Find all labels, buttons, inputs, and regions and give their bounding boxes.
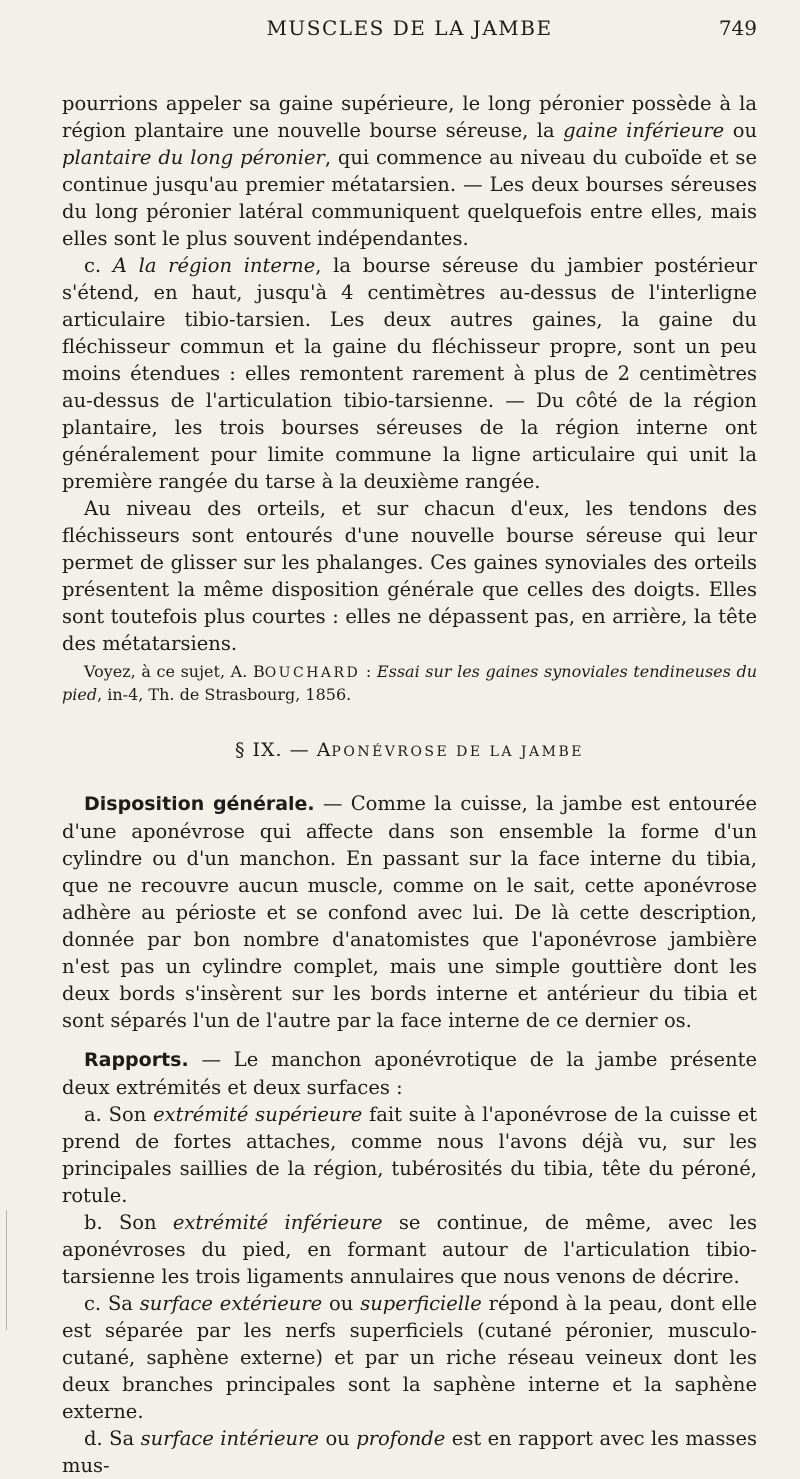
italic-title: Essai sur les gaines synoviales tendineuses du pied	[62, 662, 758, 704]
runin-heading: Rapports.	[84, 1049, 189, 1071]
author-small-caps: OUCHARD	[264, 665, 361, 681]
italic-term: extrémité supérieure	[153, 1103, 363, 1126]
section-heading	[62, 737, 757, 766]
paragraph-disposition	[62, 790, 757, 1034]
italic-term: superficielle	[360, 1292, 482, 1315]
item-d	[62, 1425, 757, 1479]
text-run: ou	[724, 119, 758, 142]
section-initial: A	[316, 739, 332, 761]
text-run: fait suite à l'aponévrose de la cuisse et prend de fortes attaches, comme nous l'avons déjà vu, sur les principales saillies de la région, tubérosités du tibia, tête du péroné, rotule.	[62, 1103, 757, 1207]
page-number: 749	[718, 16, 757, 40]
italic-term: surface extérieure	[139, 1292, 323, 1315]
italic-term: profonde	[356, 1427, 446, 1450]
runin-heading: Disposition générale.	[84, 793, 315, 815]
page-header	[62, 16, 757, 46]
paragraph-gaine-inferieure	[62, 90, 757, 252]
text-run: b. Son	[84, 1211, 173, 1234]
text-run: c. Sa	[84, 1292, 140, 1315]
italic-term: extrémité inférieure	[172, 1211, 383, 1234]
item-c	[62, 1290, 757, 1425]
text-run: Au niveau des orteils, et sur chacun d'eux, les tendons des fléchisseurs sont entourés d'une nouvelle bourse séreuse qui leur permet de glisser sur les phalanges. Ces gaines synoviales des orteils présentent la même disposition générale que celles des doigts. Elles sont toutefois plus courtes : elles ne dépassent pas, en arrière, la tête des métatarsiens.	[62, 497, 757, 655]
text-run: ou	[318, 1427, 357, 1450]
text-run: — Le manchon aponévrotique de la jambe présente deux extrémités et deux surfaces :	[62, 1048, 757, 1099]
paragraph-orteils	[62, 495, 757, 657]
text-run: Voyez, à ce sujet, A.	[84, 662, 253, 681]
italic-term: A la région interne	[112, 254, 316, 277]
text-run: pourrions appeler sa gaine supérieure, le long péronier possède à la région plantaire une nouvelle bourse séreuse, la	[62, 92, 757, 142]
text-run: , in-4, Th. de Strasbourg, 1856.	[97, 685, 352, 704]
text-run: c.	[84, 254, 113, 277]
section-number: § IX. —	[234, 739, 317, 761]
author-initial: B	[252, 662, 265, 681]
text-run: ou	[322, 1292, 361, 1315]
italic-term: plantaire du long péronier	[62, 146, 325, 169]
section-title-small-caps: PONÉVROSE DE LA JAMBE	[331, 744, 584, 760]
text-run: est en rapport avec les masses mus-	[62, 1427, 757, 1477]
italic-term: surface intérieure	[140, 1427, 319, 1450]
item-b	[62, 1209, 757, 1290]
text-run: répond à la peau, dont elle est séparée par les nerfs superficiels (cutané péronier, musculo-cutané, saphène externe) et par un riche réseau veineux dont les deux branches principales sont la saphène interne et la saphène externe.	[62, 1292, 757, 1423]
text-run: :	[360, 662, 377, 681]
text-run: — Comme la cuisse, la jambe est entourée d'une aponévrose qui affecte dans son ensemble la forme d'un cylindre ou d'un manchon. En passant sur la face interne du tibia, que ne recouvre aucun muscle, comme on le sait, cette aponévrose adhère au périoste et se confond avec lui. De là cette description, donnée par bon nombre d'anatomistes que l'aponévrose jambière n'est pas un cylindre complet, mais une simple gouttière dont les deux bords s'insèrent sur les bords interne et antérieur du tibia et sont séparés l'un de l'autre par la face interne de ce dernier os.	[62, 792, 757, 1032]
paragraph-rapports	[62, 1046, 757, 1101]
text-run: , qui commence au niveau du cuboïde et se continue jusqu'au premier métatarsien. — Les deux bourses séreuses du long péronier latéral communiquent quelquefois entre elles, mais elles sont le plus souvent indépendantes.	[62, 146, 757, 250]
running-head: MUSCLES DE LA JAMBE	[266, 16, 553, 40]
item-a	[62, 1101, 757, 1209]
footnote-reference	[62, 661, 757, 705]
paragraph-region-interne	[62, 252, 757, 495]
text-run: a. Son	[84, 1103, 154, 1126]
text-run: d. Sa	[84, 1427, 141, 1450]
italic-term: gaine inférieure	[563, 119, 725, 142]
text-run: , la bourse séreuse du jambier postérieur s'étend, en haut, jusqu'à 4 centimètres au-dessus de l'interligne articulaire tibio-tarsien. Les deux autres gaines, la gaine du fléchisseur commun et la gaine du fléchisseur propre, sont un peu moins étendues : elles remontent rarement à plus de 2 centimètres au-dessus de l'articulation tibio-tarsienne. — Du côté de la région plantaire, les trois bourses séreuses de la région interne ont généralement pour limite commune la ligne articulaire qui unit la première rangée du tarse à la deuxième rangée.	[62, 254, 757, 493]
body-text	[62, 90, 757, 1479]
text-run: se continue, de même, avec les aponévroses du pied, en formant autour de l'articulation tibio-tarsienne les trois ligaments annulaires que nous venons de décrire.	[62, 1211, 758, 1288]
margin-edge-line	[6, 1210, 7, 1330]
